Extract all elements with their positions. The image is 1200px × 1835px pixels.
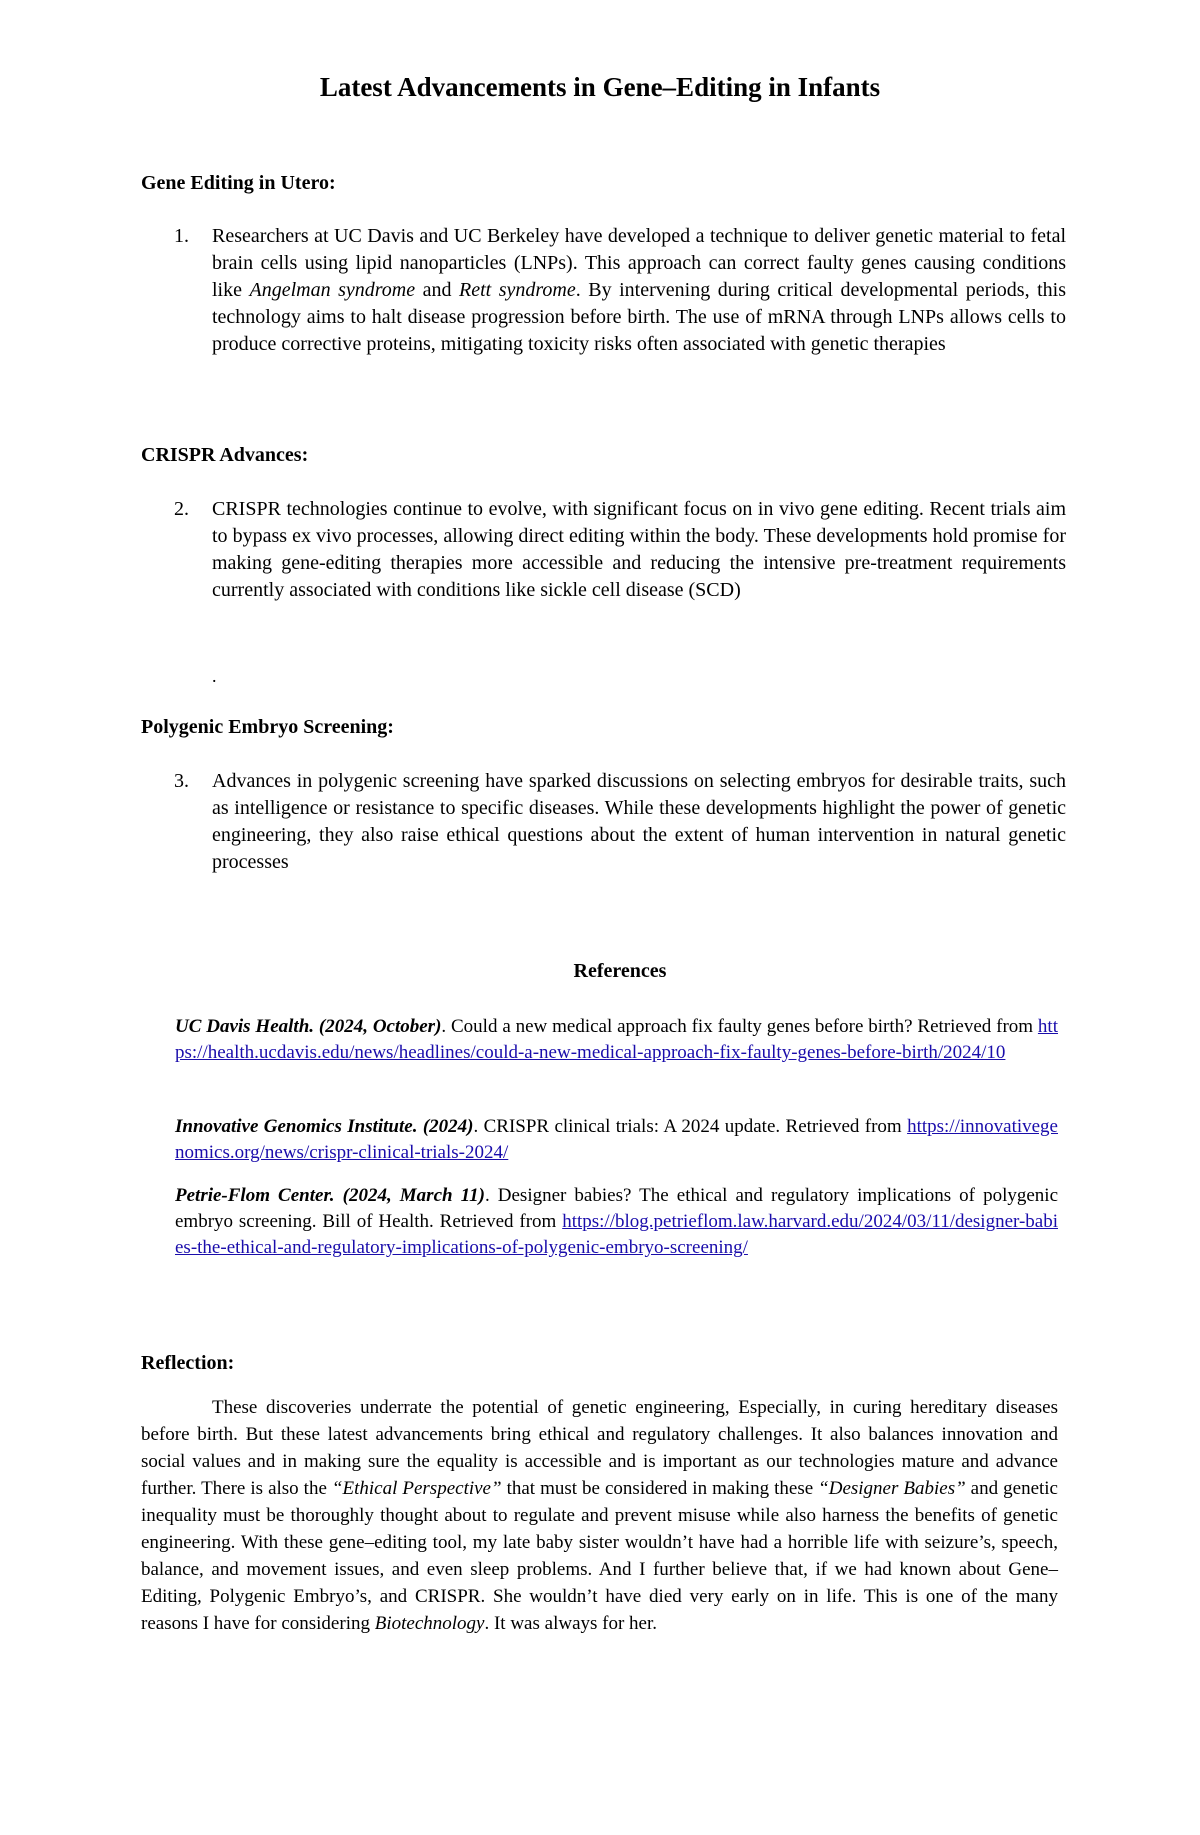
reference-text: . Designer babies? The ethical and regulatory implications of polygenic embryo screening. Bill of Health. Retrieved from — [175, 1185, 1058, 1232]
reference-link[interactable]: https://blog.petrieflom.law.harvard.edu/2024/03/11/designer-babies-the-ethical-and-regulatory-implications-of-polygenic-embryo-screening/ — [175, 1211, 1058, 1258]
text-run: and — [415, 279, 460, 301]
reference-source: Petrie-Flom Center. (2024, March 11) — [175, 1185, 485, 1206]
list-number: 1. — [174, 225, 189, 247]
section-heading-gene-editing-in-utero: Gene Editing in Utero: — [141, 172, 336, 194]
text-run: . By intervening during critical developmental periods, this technology aims to halt disease progression before birth. The use of mRNA through LNPs allows cells to produce corrective proteins, mitigating toxicity risks often associated with genetic therapies — [212, 279, 1066, 355]
reference-link[interactable]: https://innovativegenomics.org/news/crispr-clinical-trials-2024/ — [175, 1116, 1058, 1163]
reflection-paragraph — [141, 1394, 1058, 1637]
list-item-3 — [174, 768, 1066, 876]
emphasis-rett: Rett syndrome — [459, 279, 576, 301]
reference-entry — [175, 1183, 1058, 1261]
text-run: that must be considered in making these — [501, 1478, 819, 1499]
references-heading: References — [573, 960, 667, 982]
list-item-text — [212, 223, 1066, 358]
emphasis-biotechnology: Biotechnology — [374, 1613, 485, 1634]
reference-text: . CRISPR clinical trials: A 2024 update. Retrieved from — [473, 1116, 908, 1137]
page-title: Latest Advancements in Gene–Editing in Infants — [319, 72, 881, 102]
list-item-2 — [174, 496, 1066, 604]
text-run: These discoveries underrate the potential of genetic engineering, Especially, in curing hereditary diseases before birth. But these latest advancements bring ethical and regulatory challenges. It also balances innovation and social values and in making sure the equality is accessible and is important as our technologies mature and advance further. There is also the — [141, 1397, 1058, 1499]
list-number: 3. — [174, 770, 189, 792]
reflection-heading: Reflection: — [141, 1352, 235, 1374]
emphasis-designer-babies: “Designer Babies” — [818, 1478, 966, 1499]
list-number: 2. — [174, 498, 189, 520]
stray-period: . — [212, 666, 217, 686]
reference-source: UC Davis Health. (2024, October) — [175, 1016, 442, 1037]
reference-source: Innovative Genomics Institute. (2024) — [175, 1116, 474, 1137]
list-item-1 — [174, 223, 1066, 358]
text-run: and genetic inequality must be thoroughly thought about to regulate and prevent misuse while also harness the benefits of genetic engineering. With these gene–editing tool, my late baby sister wouldn’t have had a horrible life with seizure’s, speech, balance, and movement issues, and even sleep problems. And I further believe that, if we had known about Gene–Editing, Polygenic Embryo’s, and CRISPR. She wouldn’t have died very early on in life. This is one of the many reasons I have for considering — [141, 1478, 1058, 1634]
section-heading-polygenic-embryo-screening: Polygenic Embryo Screening: — [141, 716, 394, 738]
emphasis-ethical-perspective: “Ethical Perspective” — [331, 1478, 502, 1499]
reference-entry — [175, 1114, 1058, 1166]
list-item-text: CRISPR technologies continue to evolve, with significant focus on in vivo gene editing. Recent trials aim to bypass ex vivo processes, allowing direct editing within the body. These developments hold promise for making gene-editing therapies more accessible and reducing the intensive pre-treatment requirements currently associated with conditions like sickle cell disease (SCD) — [212, 498, 1066, 601]
reference-text: . Could a new medical approach fix faulty genes before birth? Retrieved from — [441, 1016, 1038, 1037]
section-heading-crispr-advances: CRISPR Advances: — [141, 444, 309, 466]
text-run: Researchers at UC Davis and UC Berkeley have developed a technique to deliver genetic material to fetal brain cells using lipid nanoparticles (LNPs). This approach can correct faulty genes causing conditions like — [212, 225, 1066, 301]
list-item-text: Advances in polygenic screening have sparked discussions on selecting embryos for desirable traits, such as intelligence or resistance to specific diseases. While these developments highlight the power of genetic engineering, they also raise ethical questions about the extent of human intervention in natural genetic processes — [212, 770, 1066, 873]
emphasis-angelman: Angelman syndrome — [249, 279, 416, 301]
reference-link[interactable]: https://health.ucdavis.edu/news/headlines/could-a-new-medical-approach-fix-faulty-genes-before-birth/2024/10 — [175, 1016, 1058, 1063]
reference-entry — [175, 1014, 1058, 1066]
text-run: . It was always for her. — [484, 1613, 658, 1634]
